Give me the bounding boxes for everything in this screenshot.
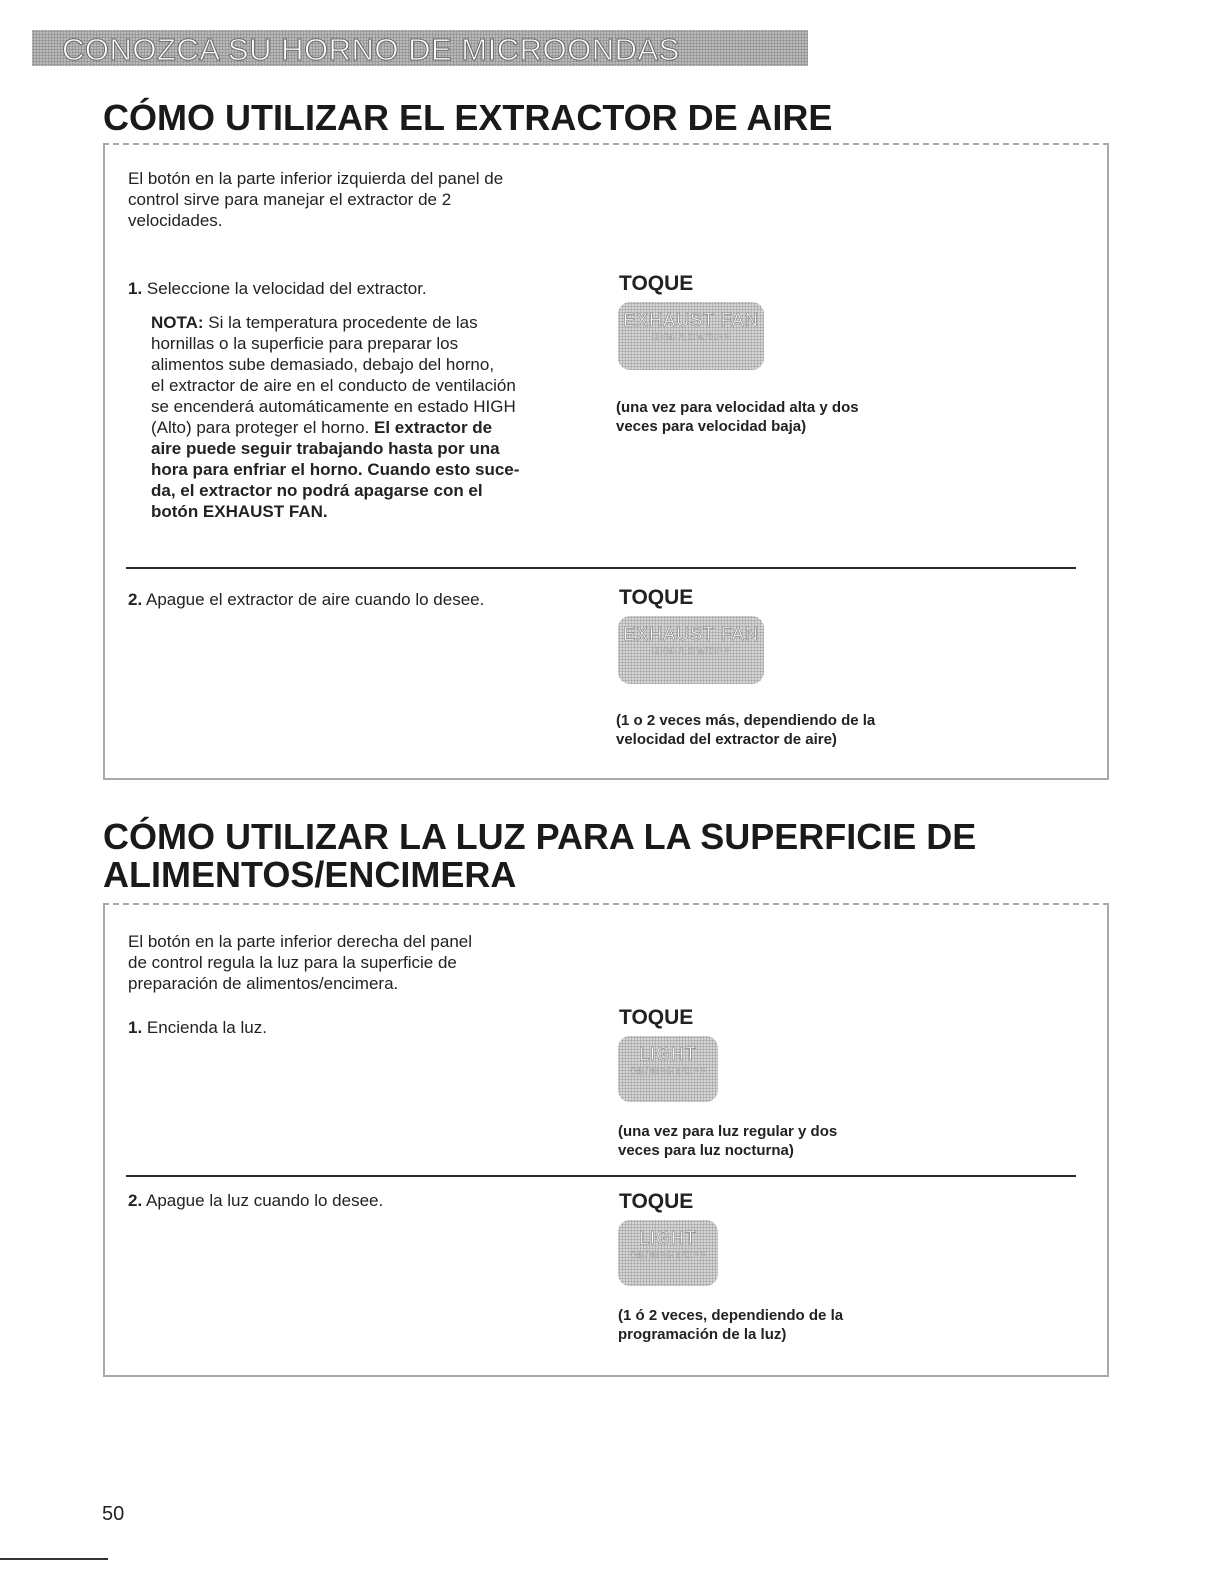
section2-step2-touch-label: TOQUE	[619, 1190, 694, 1213]
section1-note	[151, 312, 601, 522]
note-label: NOTA:	[151, 313, 204, 332]
step-number: 2.	[128, 1191, 143, 1210]
page-number: 50	[102, 1503, 125, 1525]
section2-title	[103, 818, 976, 894]
section1-title: CÓMO UTILIZAR EL EXTRACTOR DE AIRE	[103, 97, 833, 138]
pad-sublabel: ON/NIGHT/OFF	[629, 1250, 707, 1260]
section1-step1-touch-label: TOQUE	[619, 272, 694, 295]
pad-label: EXHAUST FAN	[623, 624, 759, 644]
step-text: Apague la luz cuando lo desee.	[145, 1191, 384, 1210]
divider	[126, 567, 1076, 569]
step-text: Apague el extractor de aire cuando lo desee.	[145, 590, 485, 609]
section2-title-line1: CÓMO UTILIZAR LA LUZ PARA LA SUPERFICIE DE	[103, 816, 977, 857]
step-number: 2.	[128, 590, 143, 609]
step-text: Encienda la luz.	[146, 1018, 267, 1037]
step-number: 1.	[128, 1018, 143, 1037]
section2-step1	[128, 1017, 267, 1038]
pad-sublabel: HIGH/LOW/OFF	[652, 646, 730, 656]
section2-step2-caption: (1 ó 2 veces, dependiendo de la programación de la luz)	[618, 1307, 844, 1343]
banner-title: CONOZCA SU HORNO DE MICROONDAS	[62, 32, 680, 67]
section1-step1-caption: (una vez para velocidad alta y dos veces para velocidad baja)	[616, 399, 859, 435]
exhaust-fan-button[interactable]	[618, 302, 764, 370]
divider	[126, 1175, 1076, 1177]
section2-step1-caption: (una vez para luz regular y dos veces para luz nocturna)	[618, 1123, 838, 1159]
pad-label: LIGHT	[638, 1228, 697, 1248]
note-bold-text: El extractor de aire puede seguir trabajando hasta por una hora para enfriar el horno. Cuando esto suce- da, el extractor no podrá apagarse con el botón EXHAUST FAN.	[151, 418, 520, 521]
section1-step2-caption: (1 o 2 veces más, dependiendo de la velocidad del extractor de aire)	[616, 712, 876, 748]
footer-rule	[0, 1558, 108, 1560]
pad-label: EXHAUST FAN	[623, 310, 759, 330]
section-banner	[32, 30, 808, 66]
pad-label: LIGHT	[638, 1044, 697, 1064]
light-button[interactable]	[618, 1036, 718, 1102]
note-text: Si la temperatura procedente de las hornillas o la superficie para preparar los alimentos sube demasiado, debajo del horno, el extractor de aire en el conducto de ventilación se encenderá automáticamente en estado HIGH (Alto) para proteger el horno.	[151, 313, 516, 437]
section2-intro: El botón en la parte inferior derecha del panel de control regula la luz para la superficie de preparación de alimentos/encimera.	[128, 932, 473, 993]
section1-step2-touch-label: TOQUE	[619, 586, 694, 609]
section1-intro: El botón en la parte inferior izquierda del panel de control sirve para manejar el extractor de 2 velocidades.	[128, 169, 504, 230]
pad-sublabel: HIGH/LOW/OFF	[652, 332, 730, 342]
section1-step1	[128, 278, 427, 299]
exhaust-fan-button[interactable]	[618, 616, 764, 684]
pad-sublabel: ON/NIGHT/OFF	[629, 1066, 707, 1076]
section2-step1-touch-label: TOQUE	[619, 1006, 694, 1029]
section1-step2	[128, 589, 484, 610]
light-button[interactable]	[618, 1220, 718, 1286]
section2-step2	[128, 1190, 383, 1211]
section2-title-line2: ALIMENTOS/ENCIMERA	[103, 854, 517, 895]
step-text: Seleccione la velocidad del extractor.	[146, 279, 427, 298]
step-number: 1.	[128, 279, 143, 298]
